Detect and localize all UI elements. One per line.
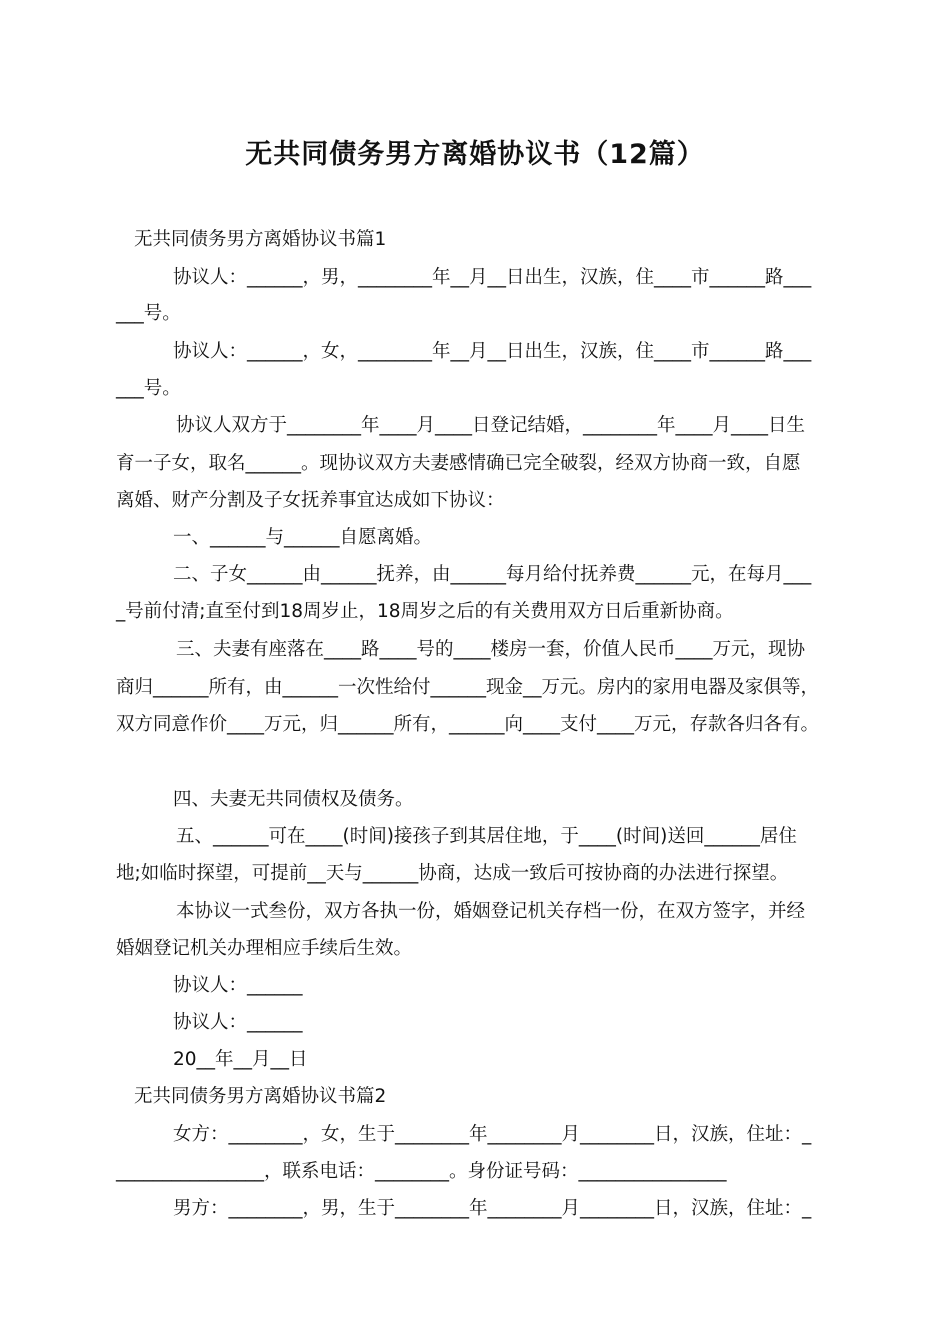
paragraph-line: 五、______可在____(时间)接孩子到其居住地，于____(时间)送回______居住 [176, 826, 797, 847]
paragraph-line: 离婚、财产分割及子女抚养事宜达成如下协议： [116, 490, 505, 511]
paragraph-line: 地;如临时探望，可提前__天与______协商，达成一致后可按协商的办法进行探望。 [116, 863, 789, 884]
signature-line: 协议人：______ [173, 1012, 303, 1033]
signature-line: 协议人：______ [173, 975, 303, 996]
paragraph-line: 本协议一式叁份，双方各执一份，婚姻登记机关存档一份，在双方签字，并经 [176, 901, 806, 922]
paragraph-line: 女方：________，女，生于________年________月________日，汉族，住址：_ [173, 1124, 812, 1145]
document-title: 无共同债务男方离婚协议书（12篇） [245, 139, 705, 170]
paragraph-line: ___号。 [116, 378, 181, 399]
section-heading-2: 无共同债务男方离婚协议书篇2 [134, 1086, 387, 1107]
paragraph-line: 男方：________，男，生于________年________月________日，汉族，住址：_ [173, 1198, 812, 1219]
paragraph-line: 协议人：______，女，________年__月__日出生，汉族，住____市______路___ [173, 341, 812, 362]
paragraph-line: 协议人：______，男，________年__月__日出生，汉族，住____市______路___ [173, 267, 812, 288]
paragraph-line: ___号。 [116, 303, 181, 324]
paragraph-line: 婚姻登记机关办理相应手续后生效。 [116, 938, 413, 959]
paragraph-line: 育一子女，取名______。现协议双方夫妻感情确已完全破裂，经双方协商一致，自愿 [116, 453, 801, 474]
paragraph-line: ________________，联系电话：________。身份证号码：________________ [116, 1161, 727, 1182]
date-line: 20__年__月__日 [173, 1049, 308, 1070]
paragraph-line: 二、子女______由______抚养，由______每月给付抚养费______元，在每月___ [173, 564, 812, 585]
paragraph-line: 双方同意作价____万元，归______所有，______向____支付____万元，存款各归各有。 [116, 714, 820, 735]
paragraph-line: 协议人双方于________年____月____日登记结婚，________年____月____日生 [176, 415, 806, 436]
paragraph-line: _号前付清;直至付到18周岁止，18周岁之后的有关费用双方日后重新协商。 [116, 601, 734, 622]
paragraph-line: 四、夫妻无共同债权及债务。 [173, 789, 414, 810]
paragraph-line: 一、______与______自愿离婚。 [173, 527, 433, 548]
section-heading-1: 无共同债务男方离婚协议书篇1 [134, 229, 387, 250]
paragraph-line: 商归______所有，由______一次性给付______现金__万元。房内的家用电器及家俱等， [116, 677, 820, 698]
paragraph-line: 三、夫妻有座落在____路____号的____楼房一套，价值人民币____万元，现协 [176, 639, 806, 660]
